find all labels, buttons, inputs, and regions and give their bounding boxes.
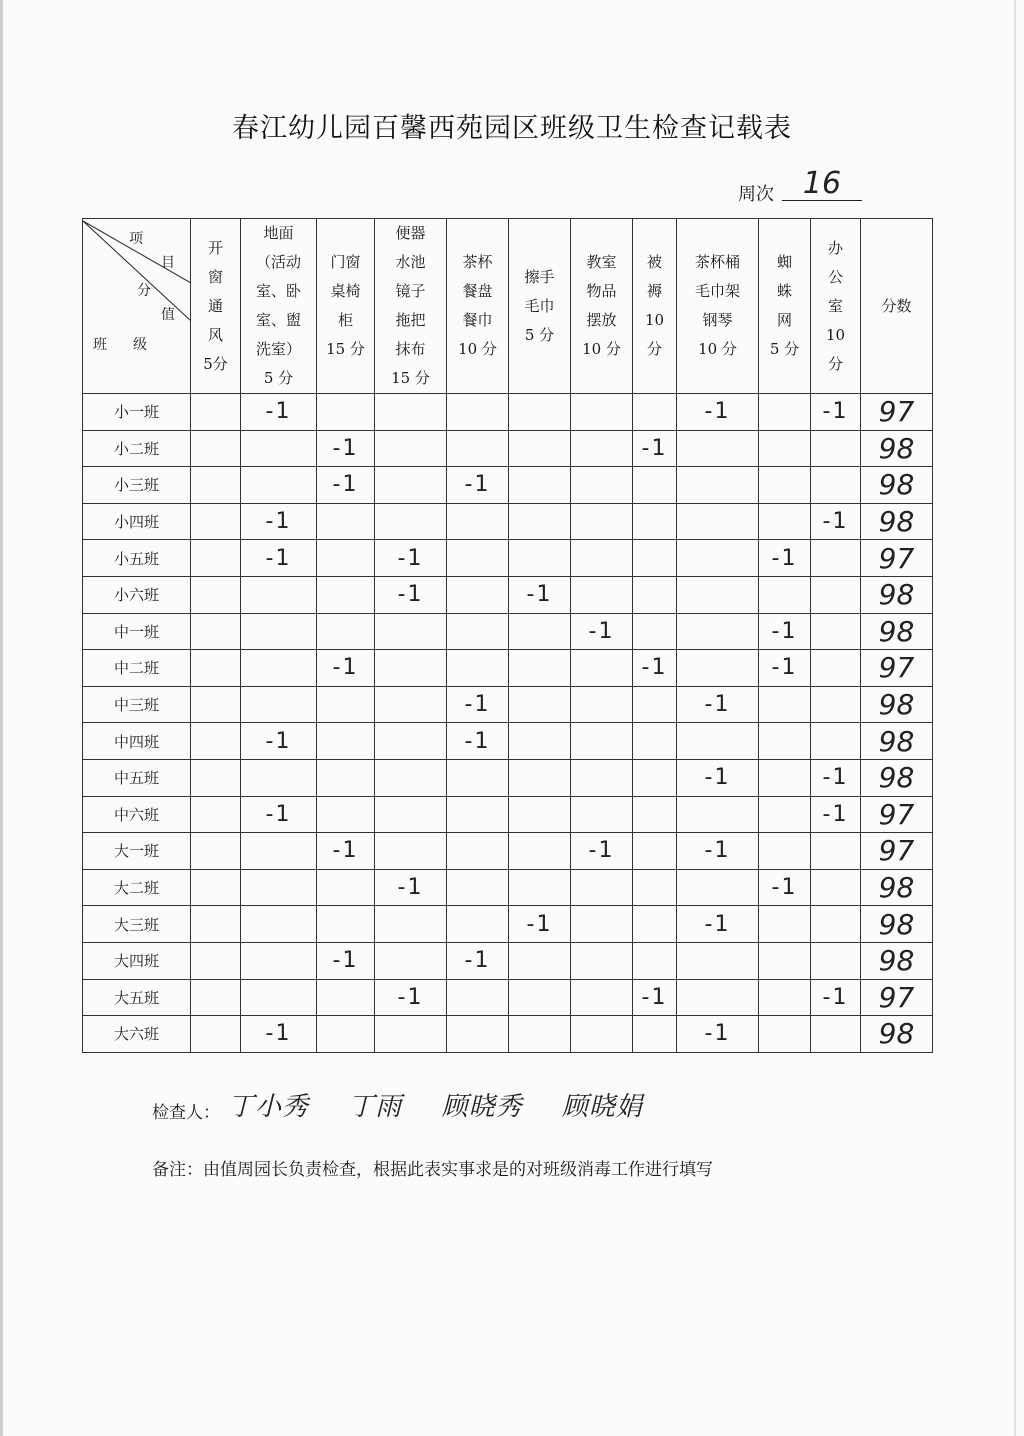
- column-header: 开 窗 通 风 5分: [191, 219, 241, 394]
- deduction-cell: [509, 686, 571, 723]
- deduction-cell: -1: [317, 833, 375, 870]
- deduction-cell: [191, 833, 241, 870]
- deduction-cell: [811, 833, 861, 870]
- deduction-cell: [447, 576, 509, 613]
- deduction-cell: -1: [633, 650, 677, 687]
- deduction-cell: [317, 759, 375, 796]
- deduction-cell: [811, 650, 861, 687]
- deduction-cell: [633, 686, 677, 723]
- class-name-cell: 大四班: [83, 942, 191, 979]
- deduction-cell: [677, 723, 759, 760]
- deduction-cell: -1: [677, 394, 759, 431]
- deduction-cell: -1: [509, 576, 571, 613]
- table-row: [83, 833, 933, 870]
- class-name-cell: 小一班: [83, 394, 191, 431]
- deduction-cell: [447, 650, 509, 687]
- table-row: [83, 613, 933, 650]
- deduction-cell: [241, 576, 317, 613]
- deduction-cell: [191, 979, 241, 1016]
- deduction-cell: -1: [811, 759, 861, 796]
- deduction-cell: [241, 650, 317, 687]
- deduction-cell: -1: [317, 942, 375, 979]
- inspection-table: [82, 218, 933, 1053]
- deduction-cell: [375, 759, 447, 796]
- score-cell: 97: [861, 540, 933, 577]
- column-header: 地面 （活动 室、卧 室、盥 洗室） 5 分: [241, 219, 317, 394]
- deduction-cell: [447, 430, 509, 467]
- deduction-cell: -1: [509, 906, 571, 943]
- signature: 顾晓秀: [441, 1092, 523, 1122]
- deduction-cell: [633, 723, 677, 760]
- score-cell: 98: [861, 430, 933, 467]
- deduction-cell: [759, 796, 811, 833]
- deduction-cell: [241, 686, 317, 723]
- table-row: [83, 869, 933, 906]
- deduction-cell: [633, 942, 677, 979]
- deduction-cell: [677, 467, 759, 504]
- deduction-cell: -1: [633, 979, 677, 1016]
- deduction-cell: [571, 430, 633, 467]
- class-name-cell: 中五班: [83, 759, 191, 796]
- deduction-cell: [633, 796, 677, 833]
- deduction-cell: [317, 979, 375, 1016]
- table-row: [83, 467, 933, 504]
- deduction-cell: [677, 540, 759, 577]
- deduction-cell: [509, 869, 571, 906]
- score-cell: 98: [861, 942, 933, 979]
- deduction-cell: [375, 394, 447, 431]
- table-row: [83, 906, 933, 943]
- deduction-cell: -1: [759, 869, 811, 906]
- deduction-cell: [375, 942, 447, 979]
- deduction-cell: [633, 576, 677, 613]
- deduction-cell: [571, 650, 633, 687]
- deduction-cell: [509, 942, 571, 979]
- deduction-cell: [317, 1016, 375, 1053]
- table-row: [83, 650, 933, 687]
- deduction-cell: [375, 723, 447, 760]
- deduction-cell: -1: [759, 540, 811, 577]
- deduction-cell: -1: [447, 686, 509, 723]
- deduction-cell: [375, 430, 447, 467]
- deduction-cell: [571, 503, 633, 540]
- deduction-cell: [759, 503, 811, 540]
- deduction-cell: [633, 613, 677, 650]
- class-name-cell: 小二班: [83, 430, 191, 467]
- deduction-cell: [811, 540, 861, 577]
- deduction-cell: [811, 576, 861, 613]
- score-cell: 98: [861, 576, 933, 613]
- deduction-cell: -1: [317, 430, 375, 467]
- deduction-cell: -1: [677, 833, 759, 870]
- deduction-cell: [811, 869, 861, 906]
- deduction-cell: [633, 759, 677, 796]
- deduction-cell: [191, 576, 241, 613]
- score-cell: 98: [861, 723, 933, 760]
- class-name-cell: 中三班: [83, 686, 191, 723]
- class-name-cell: 大三班: [83, 906, 191, 943]
- deduction-cell: [447, 503, 509, 540]
- corner-label-zhi: 值: [161, 307, 175, 323]
- table-row: [83, 759, 933, 796]
- score-cell: 97: [861, 796, 933, 833]
- deduction-cell: [241, 906, 317, 943]
- deduction-cell: [447, 1016, 509, 1053]
- deduction-cell: [677, 430, 759, 467]
- deduction-cell: [447, 906, 509, 943]
- column-header: 擦手 毛巾 5 分: [509, 219, 571, 394]
- deduction-cell: [447, 613, 509, 650]
- deduction-cell: [509, 430, 571, 467]
- table-row: [83, 430, 933, 467]
- deduction-cell: [633, 467, 677, 504]
- deduction-cell: -1: [241, 796, 317, 833]
- deduction-cell: -1: [677, 906, 759, 943]
- deduction-cell: [375, 833, 447, 870]
- score-cell: 98: [861, 686, 933, 723]
- deduction-cell: [509, 979, 571, 1016]
- deduction-cell: [241, 430, 317, 467]
- deduction-cell: -1: [759, 650, 811, 687]
- deduction-cell: [571, 576, 633, 613]
- class-name-cell: 大二班: [83, 869, 191, 906]
- deduction-cell: [447, 540, 509, 577]
- deduction-cell: [571, 906, 633, 943]
- deduction-cell: -1: [447, 467, 509, 504]
- deduction-cell: [759, 467, 811, 504]
- deduction-cell: [759, 833, 811, 870]
- deduction-cell: -1: [633, 430, 677, 467]
- column-header: 被 褥 10 分: [633, 219, 677, 394]
- score-cell: 97: [861, 394, 933, 431]
- deduction-cell: [191, 869, 241, 906]
- column-header: 便器 水池 镜子 拖把 抹布 15 分: [375, 219, 447, 394]
- deduction-cell: [191, 723, 241, 760]
- deduction-cell: [509, 540, 571, 577]
- deduction-cell: [677, 796, 759, 833]
- deduction-cell: [677, 503, 759, 540]
- deduction-cell: [447, 869, 509, 906]
- class-name-cell: 小三班: [83, 467, 191, 504]
- table-row: [83, 979, 933, 1016]
- column-header: 分数: [861, 219, 933, 394]
- score-cell: 98: [861, 613, 933, 650]
- deduction-cell: [571, 979, 633, 1016]
- score-cell: 98: [861, 869, 933, 906]
- deduction-cell: -1: [571, 613, 633, 650]
- deduction-cell: [759, 906, 811, 943]
- column-header: 教室 物品 摆放 10 分: [571, 219, 633, 394]
- deduction-cell: [571, 723, 633, 760]
- signature: 丁小秀: [228, 1092, 310, 1122]
- deduction-cell: -1: [447, 723, 509, 760]
- deduction-cell: -1: [241, 540, 317, 577]
- deduction-cell: -1: [447, 942, 509, 979]
- column-header: 蜘 蛛 网 5 分: [759, 219, 811, 394]
- deduction-cell: [447, 394, 509, 431]
- score-cell: 98: [861, 759, 933, 796]
- deduction-cell: -1: [375, 979, 447, 1016]
- deduction-cell: -1: [811, 503, 861, 540]
- deduction-cell: -1: [241, 394, 317, 431]
- score-cell: 97: [861, 979, 933, 1016]
- page-title: 春江幼儿园百馨西苑园区班级卫生检查记载表: [232, 113, 792, 144]
- deduction-cell: [633, 540, 677, 577]
- score-cell: 97: [861, 650, 933, 687]
- deduction-cell: [811, 906, 861, 943]
- deduction-cell: [191, 942, 241, 979]
- deduction-cell: [811, 467, 861, 504]
- deduction-cell: [509, 394, 571, 431]
- deduction-cell: [759, 430, 811, 467]
- corner-label-fen: 分: [137, 283, 151, 299]
- deduction-cell: [677, 869, 759, 906]
- deduction-cell: [571, 1016, 633, 1053]
- deduction-cell: [633, 833, 677, 870]
- table-row: [83, 686, 933, 723]
- class-name-cell: 大一班: [83, 833, 191, 870]
- deduction-cell: [509, 833, 571, 870]
- deduction-cell: [317, 394, 375, 431]
- deduction-cell: [571, 796, 633, 833]
- deduction-cell: [191, 503, 241, 540]
- inspector-signatures: [228, 1086, 643, 1123]
- deduction-cell: [759, 759, 811, 796]
- deduction-cell: [241, 467, 317, 504]
- deduction-cell: [241, 759, 317, 796]
- table-body: [83, 394, 933, 1053]
- week-value: 16: [782, 168, 862, 201]
- deduction-cell: [509, 759, 571, 796]
- deduction-cell: [811, 723, 861, 760]
- deduction-cell: [241, 869, 317, 906]
- deduction-cell: -1: [677, 686, 759, 723]
- table-row: [83, 540, 933, 577]
- corner-label-item: 项: [129, 231, 143, 247]
- deduction-cell: -1: [241, 723, 317, 760]
- deduction-cell: [759, 979, 811, 1016]
- deduction-cell: [759, 723, 811, 760]
- score-cell: 98: [861, 906, 933, 943]
- deduction-cell: [191, 1016, 241, 1053]
- deduction-cell: [317, 906, 375, 943]
- deduction-cell: [241, 942, 317, 979]
- deduction-cell: [677, 576, 759, 613]
- header-row: [83, 219, 933, 394]
- corner-label-ji: 级: [133, 337, 147, 353]
- corner-label-ban: 班: [93, 337, 107, 353]
- class-name-cell: 小四班: [83, 503, 191, 540]
- week-label: 周次: [738, 184, 774, 205]
- class-name-cell: 大五班: [83, 979, 191, 1016]
- deduction-cell: [317, 723, 375, 760]
- deduction-cell: [375, 650, 447, 687]
- column-header: 茶杯桶 毛巾架 钢琴 10 分: [677, 219, 759, 394]
- table-row: [83, 1016, 933, 1053]
- deduction-cell: [571, 869, 633, 906]
- deduction-cell: [191, 613, 241, 650]
- class-name-cell: 中二班: [83, 650, 191, 687]
- deduction-cell: [191, 394, 241, 431]
- remark-note: 备注：由值周园长负责检查，根据此表实事求是的对班级消毒工作进行填写: [152, 1160, 713, 1180]
- deduction-cell: [759, 686, 811, 723]
- deduction-cell: [571, 686, 633, 723]
- signature: 顾晓娟: [561, 1092, 643, 1122]
- deduction-cell: -1: [811, 796, 861, 833]
- deduction-cell: [375, 613, 447, 650]
- deduction-cell: [811, 686, 861, 723]
- deduction-cell: [811, 942, 861, 979]
- deduction-cell: [191, 796, 241, 833]
- deduction-cell: -1: [375, 576, 447, 613]
- page-edge: [1014, 0, 1016, 1436]
- deduction-cell: -1: [811, 979, 861, 1016]
- inspector-label: 检查人：: [152, 1103, 220, 1123]
- deduction-cell: [375, 503, 447, 540]
- deduction-cell: [509, 723, 571, 760]
- deduction-cell: [571, 540, 633, 577]
- deduction-cell: -1: [241, 1016, 317, 1053]
- deduction-cell: [191, 430, 241, 467]
- class-name-cell: 小五班: [83, 540, 191, 577]
- score-cell: 97: [861, 833, 933, 870]
- table-row: [83, 942, 933, 979]
- deduction-cell: [191, 686, 241, 723]
- deduction-cell: [317, 540, 375, 577]
- column-header: 门窗 桌椅 柜 15 分: [317, 219, 375, 394]
- deduction-cell: [317, 613, 375, 650]
- deduction-cell: -1: [375, 540, 447, 577]
- deduction-cell: [317, 869, 375, 906]
- class-name-cell: 中一班: [83, 613, 191, 650]
- table-row: [83, 394, 933, 431]
- deduction-cell: [191, 540, 241, 577]
- deduction-cell: [811, 1016, 861, 1053]
- score-cell: 98: [861, 503, 933, 540]
- deduction-cell: [241, 833, 317, 870]
- deduction-cell: [677, 942, 759, 979]
- deduction-cell: [375, 796, 447, 833]
- class-name-cell: 中四班: [83, 723, 191, 760]
- deduction-cell: [447, 759, 509, 796]
- deduction-cell: [317, 686, 375, 723]
- deduction-cell: [509, 796, 571, 833]
- deduction-cell: [191, 906, 241, 943]
- deduction-cell: -1: [317, 467, 375, 504]
- deduction-cell: [811, 613, 861, 650]
- deduction-cell: [677, 650, 759, 687]
- corner-header: [83, 219, 191, 394]
- deduction-cell: [191, 759, 241, 796]
- deduction-cell: -1: [241, 503, 317, 540]
- score-cell: 98: [861, 1016, 933, 1053]
- deduction-cell: [571, 394, 633, 431]
- deduction-cell: [447, 979, 509, 1016]
- class-name-cell: 大六班: [83, 1016, 191, 1053]
- deduction-cell: -1: [677, 1016, 759, 1053]
- score-cell: 98: [861, 467, 933, 504]
- deduction-cell: [509, 467, 571, 504]
- deduction-cell: [375, 906, 447, 943]
- deduction-cell: [509, 503, 571, 540]
- deduction-cell: -1: [571, 833, 633, 870]
- deduction-cell: [317, 796, 375, 833]
- column-header: 茶杯 餐盘 餐巾 10 分: [447, 219, 509, 394]
- page-edge: [0, 0, 3, 1436]
- deduction-cell: [317, 576, 375, 613]
- deduction-cell: [759, 576, 811, 613]
- deduction-cell: [811, 430, 861, 467]
- deduction-cell: -1: [375, 869, 447, 906]
- deduction-cell: [571, 942, 633, 979]
- deduction-cell: [633, 1016, 677, 1053]
- deduction-cell: -1: [317, 650, 375, 687]
- deduction-cell: [241, 613, 317, 650]
- deduction-cell: [375, 1016, 447, 1053]
- deduction-cell: [633, 869, 677, 906]
- deduction-cell: [509, 613, 571, 650]
- deduction-cell: [191, 467, 241, 504]
- deduction-cell: [447, 796, 509, 833]
- deduction-cell: [677, 979, 759, 1016]
- deduction-cell: [633, 503, 677, 540]
- deduction-cell: [509, 650, 571, 687]
- table-row: [83, 723, 933, 760]
- table-row: [83, 796, 933, 833]
- deduction-cell: [677, 613, 759, 650]
- deduction-cell: [759, 1016, 811, 1053]
- table-row: [83, 576, 933, 613]
- deduction-cell: [317, 503, 375, 540]
- deduction-cell: [633, 394, 677, 431]
- column-header: 办 公 室 10 分: [811, 219, 861, 394]
- deduction-cell: [375, 686, 447, 723]
- deduction-cell: [633, 906, 677, 943]
- deduction-cell: [191, 650, 241, 687]
- class-name-cell: 中六班: [83, 796, 191, 833]
- signature: 丁雨: [348, 1092, 403, 1122]
- deduction-cell: -1: [677, 759, 759, 796]
- deduction-cell: -1: [759, 613, 811, 650]
- deduction-cell: [759, 394, 811, 431]
- deduction-cell: [571, 759, 633, 796]
- class-name-cell: 小六班: [83, 576, 191, 613]
- deduction-cell: [241, 979, 317, 1016]
- table-row: [83, 503, 933, 540]
- deduction-cell: [759, 942, 811, 979]
- deduction-cell: [375, 467, 447, 504]
- deduction-cell: [447, 833, 509, 870]
- deduction-cell: -1: [811, 394, 861, 431]
- deduction-cell: [509, 1016, 571, 1053]
- deduction-cell: [571, 467, 633, 504]
- corner-label-mu: 目: [161, 255, 175, 271]
